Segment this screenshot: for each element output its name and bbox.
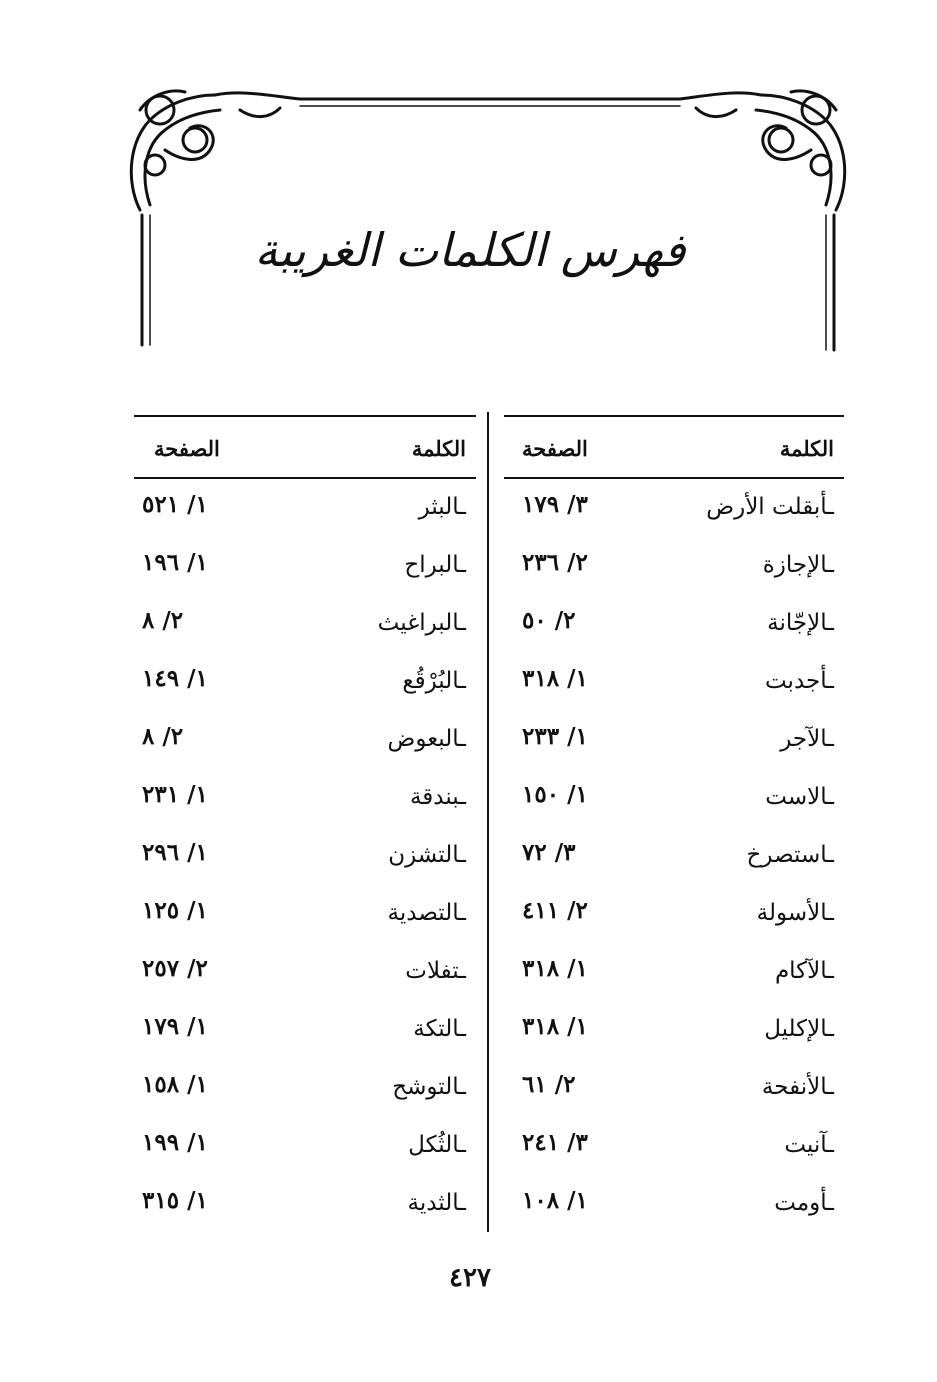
index-word: ـالبعوض [387,726,466,752]
page-title: فهرس الكلمات الغريبة [254,223,686,277]
column-divider [487,412,489,1232]
index-word: ـاستصرخ [746,842,834,868]
index-word: ـالبراح [404,552,466,578]
index-page-ref: ١/ ٣١٨ [522,955,588,982]
index-row [134,535,476,593]
header-word: الكلمة [779,436,834,461]
index-page-ref: ١/ ٢٣١ [142,781,208,808]
index-word: ـالبُرْقُع [402,668,466,694]
index-row [134,1057,476,1115]
index-page-ref: ١/ ٥٢١ [142,491,208,518]
index-word: ـالتصدية [387,900,466,926]
index-row [504,999,844,1057]
index-page-ref: ٢/ ٢٥٧ [142,955,208,982]
index-page-ref: ١/ ١٥٠ [522,781,588,808]
index-row [504,883,844,941]
index-row [134,593,476,651]
index-row [134,651,476,709]
index-row [504,593,844,651]
index-page-ref: ١/ ١٢٥ [142,897,208,924]
index-word: ـالإجازة [762,552,834,578]
index-row [504,651,844,709]
index-row [134,1173,476,1231]
index-page-ref: ١/ ٣١٥ [142,1187,208,1214]
index-page-ref: ٢/ ٨ [142,607,184,634]
index-row [134,477,476,535]
page-number: ٤٢٧ [449,1263,491,1293]
index-word: ـالتشزن [388,842,466,868]
index-row [134,941,476,999]
index-row [504,825,844,883]
index-page-ref: ١/ ١٩٦ [142,549,208,576]
index-rows [134,477,476,1231]
index-page-ref: ٣/ ١٧٩ [522,491,588,518]
index-page-ref: ٢/ ٨ [142,723,184,750]
index-word: ـتفلات [405,958,466,984]
index-word: ـالبراغيث [377,610,466,636]
index-word: ـالإجّانة [767,610,834,636]
index-word: ـالاست [765,784,834,810]
index-page-ref: ٢/ ٦١ [522,1071,576,1098]
index-page-ref: ١/ ٢٩٦ [142,839,208,866]
index-row [134,999,476,1057]
header-page: الصفحة [522,436,588,461]
index-page-ref: ١/ ١٠٨ [522,1187,588,1214]
index-row [134,883,476,941]
index-row [134,1115,476,1173]
index-word: ـأجدبت [764,668,834,694]
table-top-rule [504,415,844,417]
index-page-ref: ١/ ٢٣٣ [522,723,588,750]
index-page-ref: ٣/ ٢٤١ [522,1129,588,1156]
index-word: ـأومت [774,1190,834,1216]
index-row [504,941,844,999]
index-row [504,1057,844,1115]
index-row [504,1173,844,1231]
index-page-ref: ١/ ١٧٩ [142,1013,208,1040]
table-top-rule [134,415,476,417]
index-word: ـالآكام [774,958,834,984]
index-word: ـالثُكل [408,1132,466,1158]
index-word: ـالتوشح [392,1074,466,1100]
header-word: الكلمة [411,436,466,461]
header-page: الصفحة [154,436,220,461]
index-page-ref: ١/ ١٥٨ [142,1071,208,1098]
index-row [134,825,476,883]
index-word: ـالبثر [418,494,466,520]
index-word: ـالتكة [413,1016,466,1042]
index-page-ref: ٢/ ٢٣٦ [522,549,588,576]
index-page-ref: ٢/ ٥٠ [522,607,576,634]
index-row [504,535,844,593]
index-page-ref: ١/ ١٩٩ [142,1129,208,1156]
index-page-ref: ١/ ١٤٩ [142,665,208,692]
index-page-ref: ٣/ ٧٢ [522,839,576,866]
index-word: ـآنيت [784,1132,834,1158]
index-word: ـالإكليل [764,1016,834,1042]
index-row [504,709,844,767]
index-row [134,709,476,767]
index-word: ـالأسولة [756,900,834,926]
index-page-ref: ٢/ ٤١١ [522,897,588,924]
index-page-ref: ١/ ٣١٨ [522,1013,588,1040]
index-row [504,1115,844,1173]
index-page-ref: ١/ ٣١٨ [522,665,588,692]
index-word: ـبندقة [409,784,466,810]
index-row [504,767,844,825]
index-word: ـالآجر [780,726,834,752]
index-row [134,767,476,825]
index-rows [504,477,844,1231]
index-word: ـالثدية [407,1190,466,1216]
index-word: ـأبقلت الأرض [706,494,834,520]
index-row [504,477,844,535]
index-word: ـالأنفحة [761,1074,834,1100]
